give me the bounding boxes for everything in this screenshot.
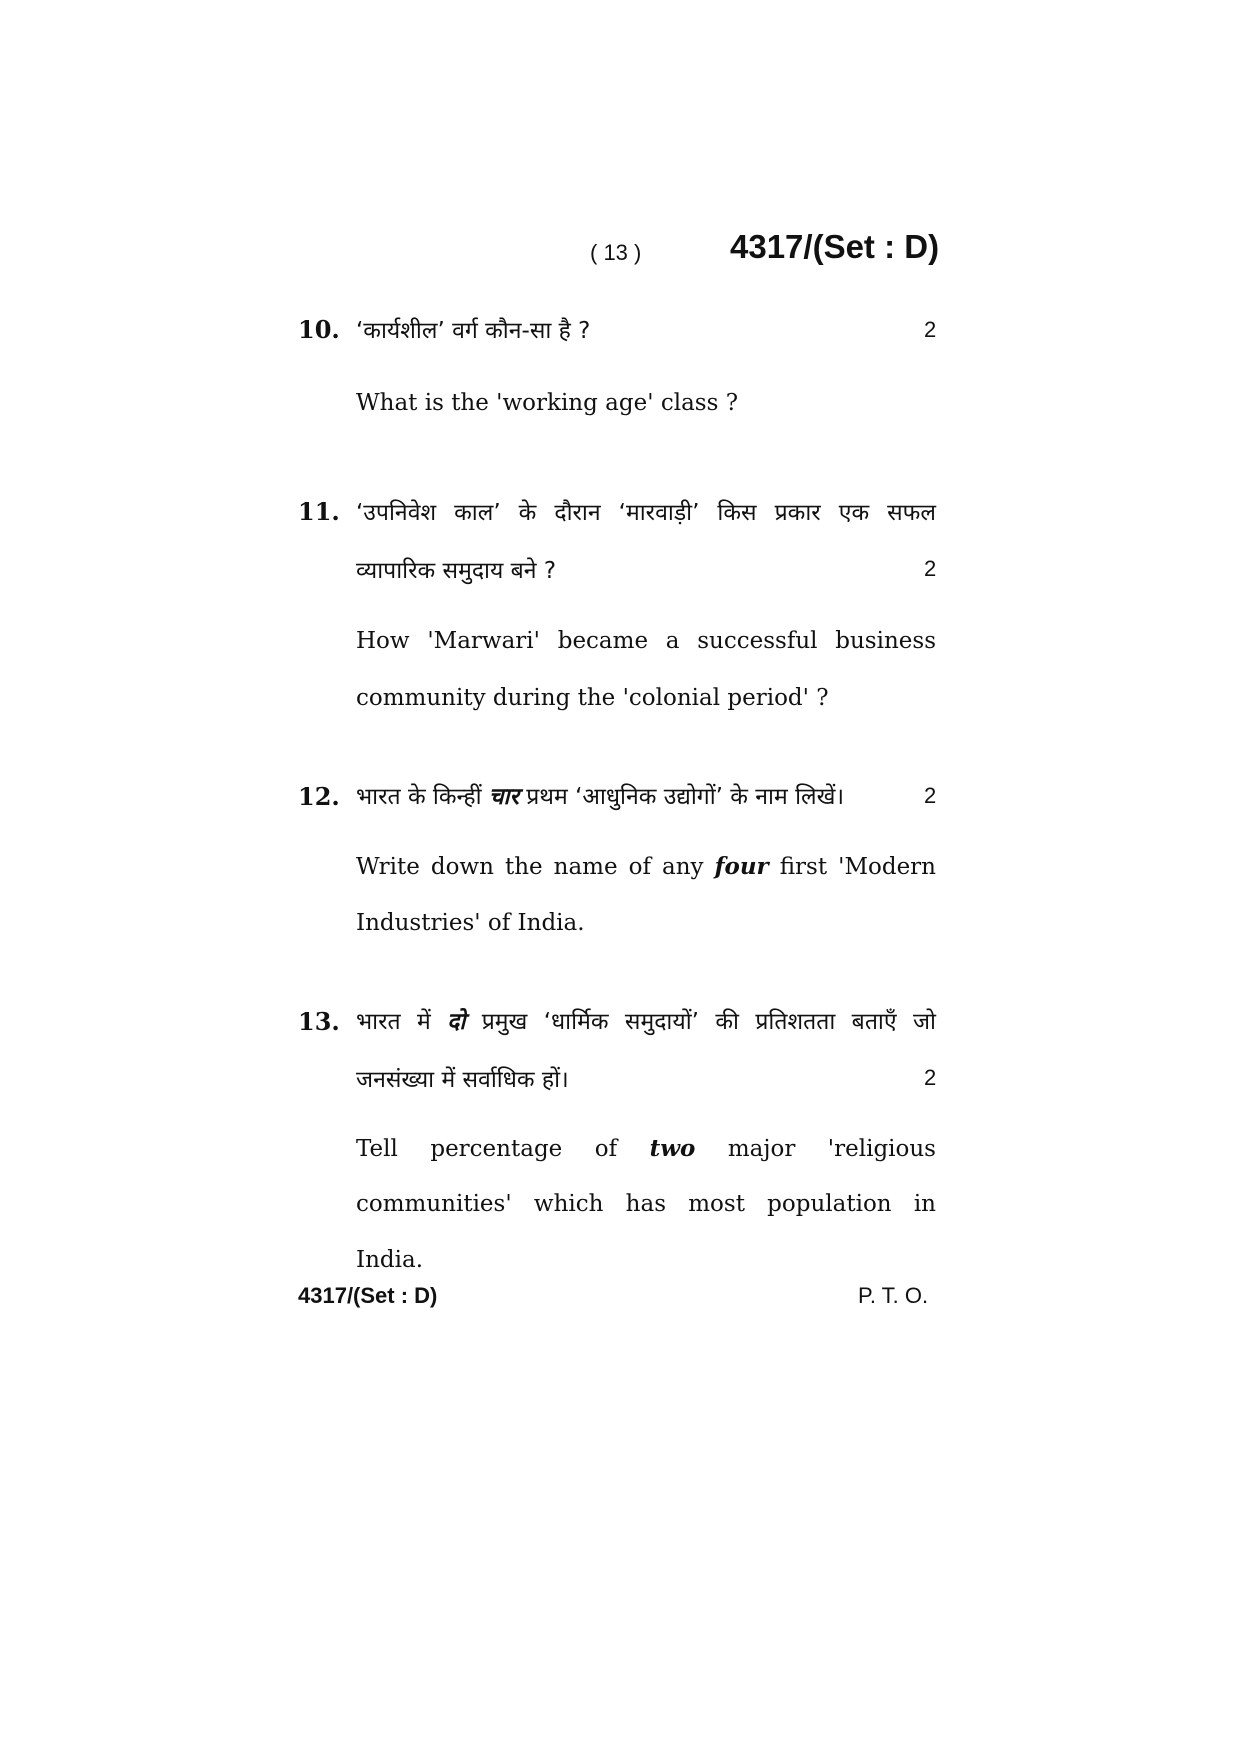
question-13-english-line1 bbox=[356, 1135, 936, 1162]
question-13-english-text-before: Tell percentage of bbox=[356, 1136, 650, 1162]
question-13-english-emphasis: two bbox=[649, 1135, 696, 1162]
question-13-english-text-after: major 'religious bbox=[695, 1136, 936, 1162]
question-number-10: 10. bbox=[298, 315, 340, 344]
question-13-hindi-line2: जनसंख्या में सर्वाधिक हों। bbox=[356, 1067, 569, 1093]
question-12-english-text-after: first 'Modern bbox=[768, 854, 936, 880]
question-12-hindi-text-after: प्रथम ‘आधुनिक उद्योगों’ के नाम लिखें। bbox=[518, 784, 845, 810]
question-12-english-line2: Industries' of India. bbox=[356, 910, 585, 936]
question-11-hindi-line2: व्यापारिक समुदाय बने ? bbox=[356, 558, 557, 584]
question-11-marks: 2 bbox=[924, 556, 937, 581]
question-12-marks: 2 bbox=[924, 783, 937, 808]
question-11-english-line1: How 'Marwari' became a successful business bbox=[356, 628, 936, 654]
question-13-english-line2: communities' which has most population in bbox=[356, 1191, 936, 1217]
question-number-12: 12. bbox=[298, 782, 340, 811]
question-13-marks: 2 bbox=[924, 1065, 937, 1090]
question-12-hindi-text-before: भारत के किन्हीं bbox=[356, 784, 489, 810]
question-12-hindi bbox=[356, 779, 844, 811]
question-10-english: What is the 'working age' class ? bbox=[356, 390, 739, 416]
paper-code-footer: 4317/(Set : D) bbox=[298, 1283, 438, 1308]
question-13-hindi-line1 bbox=[356, 1004, 936, 1036]
pto-label: P. T. O. bbox=[858, 1283, 929, 1308]
question-11-hindi-line1: ‘उपनिवेश काल’ के दौरान ‘मारवाड़ी’ किस प्रकार एक सफल bbox=[356, 500, 936, 526]
question-13-hindi-emphasis: दो bbox=[447, 1009, 466, 1035]
question-number-13: 13. bbox=[298, 1007, 340, 1036]
question-13-hindi-text-after: प्रमुख ‘धार्मिक समुदायों’ की प्रतिशतता बताएँ जो bbox=[465, 1009, 936, 1035]
page-number: ( 13 ) bbox=[590, 240, 642, 265]
question-10-marks: 2 bbox=[924, 317, 937, 342]
paper-code-header: 4317/(Set : D) bbox=[730, 228, 940, 265]
question-12-english-emphasis: four bbox=[714, 853, 769, 880]
question-13-english-line3: India. bbox=[356, 1247, 424, 1273]
question-13-hindi-text-before: भारत में bbox=[356, 1009, 448, 1035]
question-12-english-line1 bbox=[356, 853, 936, 880]
question-12-english-text-before: Write down the name of any bbox=[356, 854, 715, 880]
question-11-english-line2: community during the 'colonial period' ? bbox=[356, 685, 829, 711]
question-10-hindi: ‘कार्यशील’ वर्ग कौन-सा है ? bbox=[356, 318, 591, 344]
question-12-hindi-emphasis: चार bbox=[488, 784, 519, 810]
question-number-11: 11. bbox=[298, 497, 340, 526]
